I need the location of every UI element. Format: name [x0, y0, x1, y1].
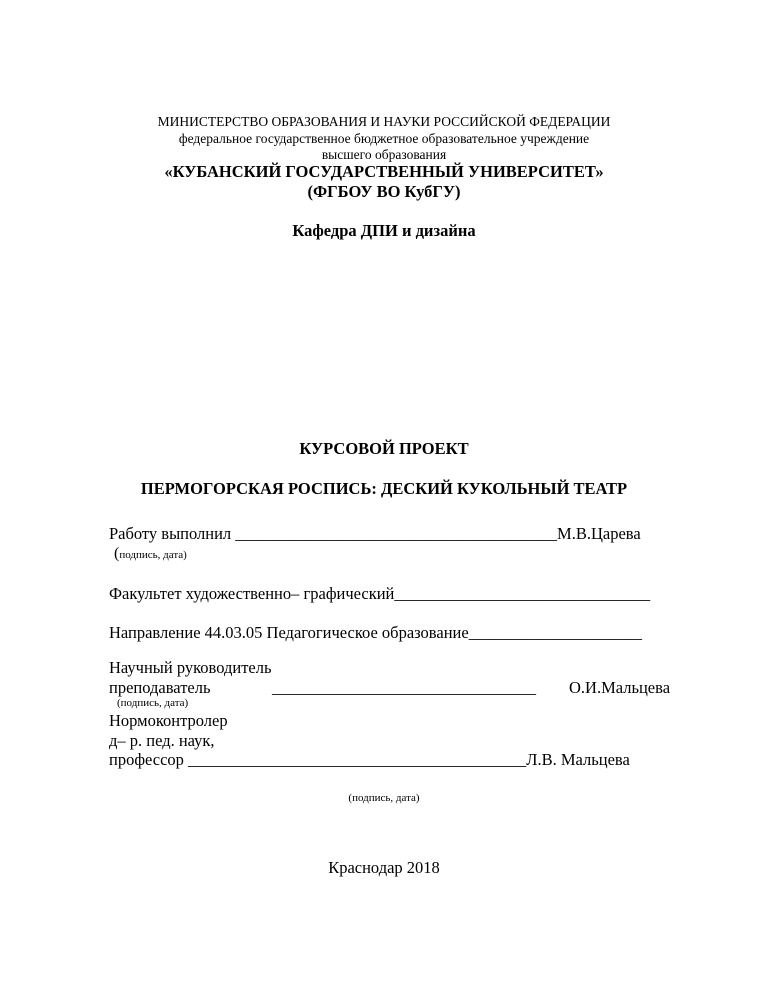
supervisor-position: преподаватель	[109, 678, 211, 697]
ministry-line: МИНИСТЕРСТВО ОБРАЗОВАНИЯ И НАУКИ РОССИЙСКОЙ ФЕДЕРАЦИИ	[157, 114, 611, 129]
work-type-title: КУРСОВОЙ ПРОЕКТ	[299, 439, 469, 458]
normcontrol-signature-caption: (подпись, дата)	[348, 792, 420, 804]
department-name: Кафедра ДПИ и дизайна	[292, 221, 476, 240]
faculty-line: Факультет художественно– графический_______________________________	[109, 584, 651, 603]
author-signature-caption: (подпись, дата)	[114, 545, 187, 562]
university-abbreviation: (ФГБОУ ВО КубГУ)	[307, 182, 461, 201]
normcontrol-label: Нормоконтролер	[109, 711, 228, 730]
supervisor-name: О.И.Мальцева	[569, 678, 671, 697]
author-line: Работу выполнил _______________________________________М.В.Царева	[109, 524, 641, 543]
supervisor-label: Научный руководитель	[109, 658, 272, 677]
topic-title: ПЕРМОГОРСКАЯ РОСПИСЬ: ДЕСКИЙ КУКОЛЬНЫЙ ТЕАТР	[140, 479, 628, 498]
direction-line: Направление 44.03.05 Педагогическое образование_____________________	[109, 623, 642, 642]
supervisor-signature-caption: (подпись, дата)	[117, 697, 189, 709]
education-level-line: высшего образования	[321, 147, 447, 162]
normcontrol-degree: д– р. пед. наук,	[109, 731, 215, 750]
city-year: Краснодар 2018	[328, 858, 440, 877]
supervisor-signature-line: ________________________________	[272, 678, 536, 697]
university-name: «КУБАНСКИЙ ГОСУДАРСТВЕННЫЙ УНИВЕРСИТЕТ»	[164, 162, 604, 181]
institution-type-line: федеральное государственное бюджетное образовательное учреждение	[178, 131, 590, 146]
normcontrol-line: профессор _________________________________________Л.В. Мальцева	[109, 750, 630, 769]
